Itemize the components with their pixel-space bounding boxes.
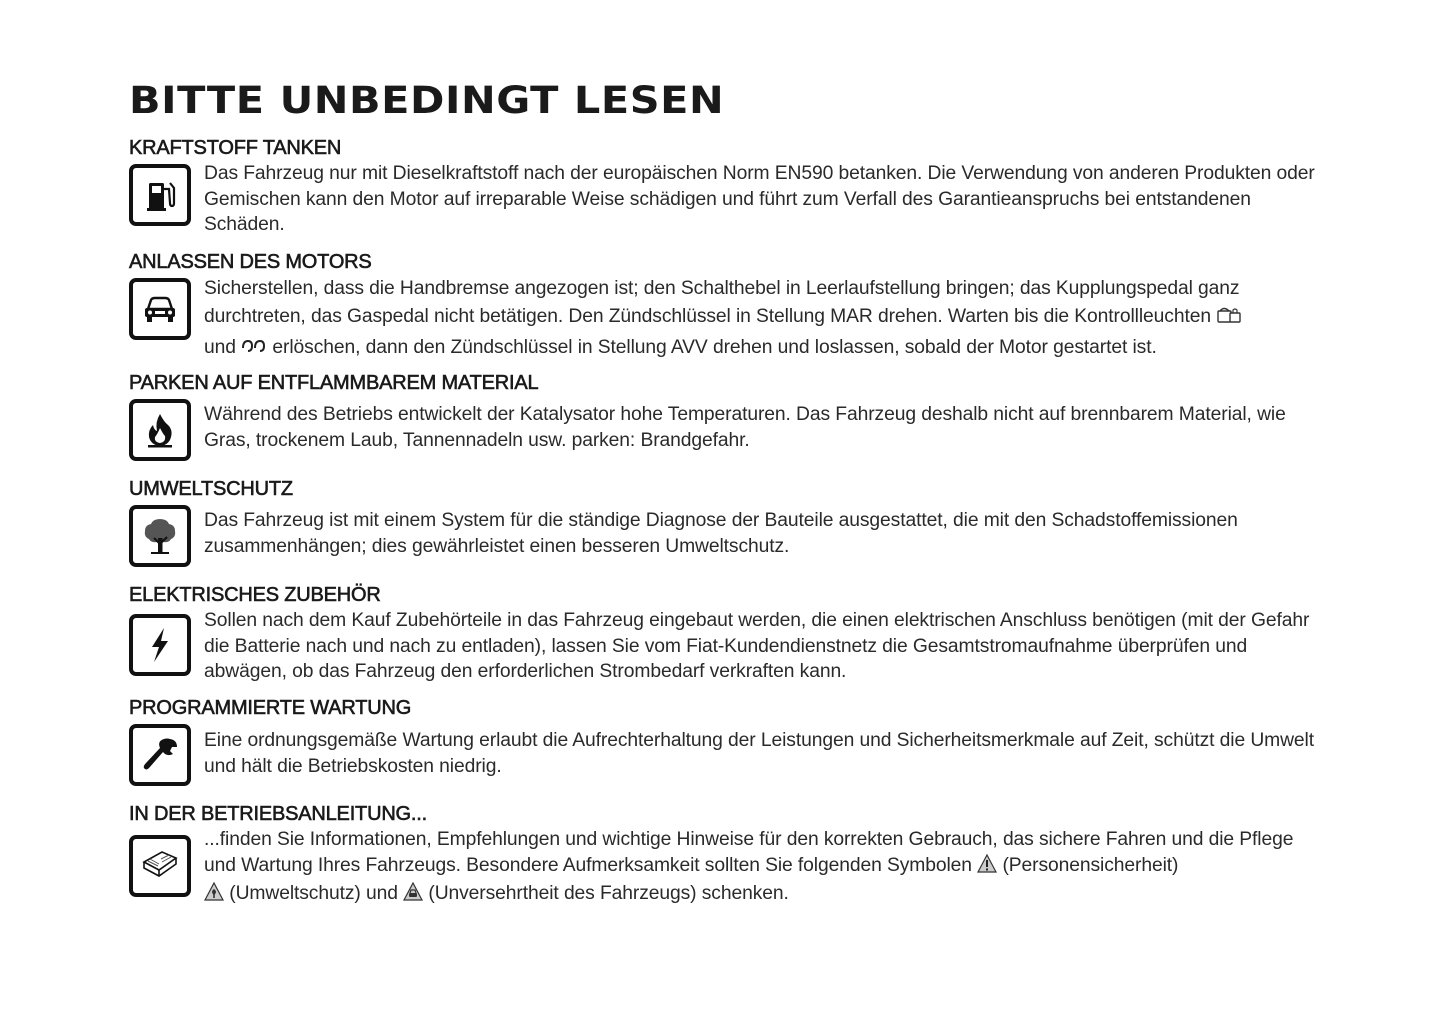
section-text-part: (Personensicherheit)	[1002, 854, 1179, 876]
section-maintenance	[129, 697, 1324, 779]
section-parking-flammable	[129, 372, 1324, 453]
fuel-pump-icon	[129, 164, 191, 226]
section-text: Das Fahrzeug ist mit einem System für die ständige Diagnose der Bauteile ausgestattet, die mit den Schadstoffemissionen zusammenhängen; dies gewährleistet einen besseren Umweltschutz.	[204, 510, 1238, 557]
warning-environment-icon	[204, 882, 224, 910]
car-front-icon	[129, 278, 191, 340]
section-text: Das Fahrzeug nur mit Dieselkraftstoff nach der europäischen Norm EN590 betanken. Die Verwendung von anderen Produkten oder Gemischen kann den Motor auf irreparable Weise schädigen und führt zum Verfall des Garantieanspruchs bei entstandenen Schäden.	[204, 163, 1315, 235]
section-text: Sollen nach dem Kauf Zubehörteile in das Fahrzeug eingebaut werden, die einen elektrischen Anschluss benötigen (mit der Gefahr die Batterie nach und nach zu entladen), lassen Sie vom Fiat-Kundendienstnetz die Gesamtstromaufnahme überprüfen und abwägen, ob das Fahrzeug den erforderlichen Strombedarf verkraften kann.	[204, 610, 1310, 682]
lightning-icon	[129, 614, 191, 676]
section-fuel	[129, 137, 1324, 238]
glow-plug-icon	[241, 336, 267, 365]
warning-person-icon	[977, 854, 997, 882]
open-book-icon	[129, 835, 191, 897]
section-heading: PARKEN AUF ENTFLAMMBAREM MATERIAL	[129, 372, 539, 394]
wrench-icon	[129, 724, 191, 786]
section-heading: ANLASSEN DES MOTORS	[129, 251, 372, 273]
section-heading: IN DER BETRIEBSANLEITUNG...	[129, 803, 427, 825]
document-page	[129, 80, 1324, 122]
page-title: BITTE UNBEDINGT LESEN	[129, 79, 725, 122]
flame-icon	[129, 399, 191, 461]
section-electrical-accessories	[129, 584, 1324, 685]
section-text-part: ...finden Sie Informationen, Empfehlungen und wichtige Hinweise für den korrekten Gebrauch, das sichere Fahren und die Pflege und Wartung Ihres Fahrzeugs. Besondere Aufmerksamkeit sollten Sie folgenden Symbolen	[204, 829, 1294, 876]
section-text-part: und	[204, 337, 236, 358]
section-text: Während des Betriebs entwickelt der Katalysator hohe Temperaturen. Das Fahrzeug deshalb nicht auf brennbarem Material, wie Gras, trockenem Laub, Tannennadeln usw. parken: Brandgefahr.	[204, 404, 1286, 451]
section-manual	[129, 803, 1324, 910]
warning-vehicle-icon	[403, 882, 423, 910]
section-text-part: (Unversehrtheit des Fahrzeugs) schenken.	[428, 883, 789, 904]
section-text-part: erlöschen, dann den Zündschlüssel in Stellung AVV drehen und loslassen, sobald der Motor gestartet ist.	[272, 337, 1157, 358]
section-text-part: Sicherstellen, dass die Handbremse angezogen ist; den Schalthebel in Leerlaufstellung bringen; das Kupplungspedal ganz durchtreten, das Gaspedal nicht betätigen. Den Zündschlüssel in Stellung MAR drehen. Warten bis die Kontrollleuchten	[204, 278, 1240, 327]
section-heading: PROGRAMMIERTE WARTUNG	[129, 697, 412, 719]
section-heading: UMWELTSCHUTZ	[129, 478, 293, 500]
section-text: Eine ordnungsgemäße Wartung erlaubt die Aufrechterhaltung der Leistungen und Sicherheitsmerkmale auf Zeit, schützt die Umwelt und hält die Betriebskosten niedrig.	[204, 730, 1314, 777]
section-heading: KRAFTSTOFF TANKEN	[129, 137, 342, 159]
tree-icon	[129, 505, 191, 567]
section-environment	[129, 478, 1324, 559]
fiat-code-warning-icon	[1216, 305, 1242, 334]
section-heading: ELEKTRISCHES ZUBEHÖR	[129, 584, 381, 606]
section-engine-start	[129, 251, 1324, 365]
section-text-part: (Umweltschutz) und	[229, 883, 398, 904]
